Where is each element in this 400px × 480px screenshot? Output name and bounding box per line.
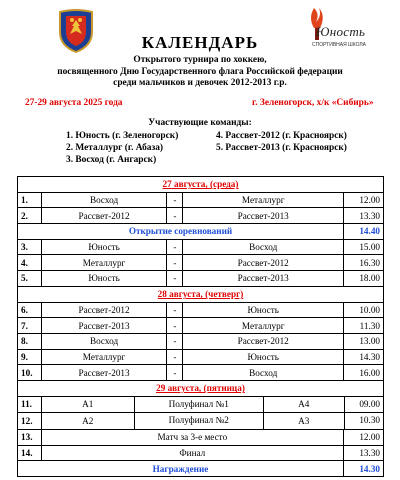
final-row [18,445,384,461]
match-time: 16.30 [344,255,384,271]
team-5: 5. Рассвет-2013 (г. Красноярск) [216,143,347,153]
match-number: 5. [18,271,42,287]
match-time: 14.30 [344,349,384,365]
event-venue: г. Зеленогорск, х/к «Сибирь» [252,98,374,108]
home-team: Юность [41,239,167,255]
semifinal-row [18,396,384,413]
match-row [18,318,384,334]
logo-brand-text: Юность [316,24,366,39]
match-number: 8. [18,333,42,349]
dash: - [167,208,183,224]
dash: - [167,349,183,365]
match-number: 4. [18,255,42,271]
dash: - [167,239,183,255]
away-team: Рассвет-2013 [183,271,344,287]
match-row [18,255,384,271]
award-label: Награждение [18,461,344,477]
match-time: 18.00 [344,271,384,287]
award-row [18,461,384,477]
day-1-label: 27 августа, (среда) [162,179,239,190]
third-place-row [18,430,384,446]
semifinal-row [18,413,384,430]
dash: - [167,302,183,318]
match-time: 10.30 [344,413,383,429]
dash: - [167,318,183,334]
match-time: 13.00 [344,333,384,349]
seed-away: А3 [298,416,310,427]
home-team: Металлург [41,255,167,271]
home-team: Юность [41,271,167,287]
match-row [18,349,384,365]
match-time: 10.00 [344,302,384,318]
away-team: Восход [183,239,344,255]
opening-label: Открытие соревнований [18,224,344,240]
away-team: Восход [183,365,344,381]
home-team: Рассвет-2012 [41,208,167,224]
match-row [18,192,384,208]
match-number: 3. [18,239,42,255]
match-number: 10. [18,365,42,381]
match-time: 12.00 [344,192,384,208]
away-team: Рассвет-2012 [183,255,344,271]
opening-row [18,224,384,240]
match-number: 9. [18,349,42,365]
match-row [18,333,384,349]
home-team: Восход [41,333,167,349]
away-team: Юность [183,349,344,365]
match-row [18,365,384,381]
match-time: 12.00 [344,430,384,446]
team-4: 4. Рассвет-2012 (г. Красноярск) [216,131,347,141]
away-team: Металлург [183,192,344,208]
match-number: 12. [18,413,42,430]
teams-heading: Участвующие команды: [148,118,252,128]
home-team: Металлург [41,349,167,365]
match-time: 11.30 [344,318,384,334]
home-team: Рассвет-2012 [41,302,167,318]
day-header-row [18,380,384,396]
seed-home: А1 [82,399,94,410]
match-time: 15.00 [344,239,384,255]
dash: - [167,365,183,381]
match-number: 2. [18,208,42,224]
page-title: КАЛЕНДАРЬ [141,33,259,52]
event-dates: 27-29 августа 2025 года [25,98,123,108]
away-team: Рассвет-2012 [183,333,344,349]
home-team: Рассвет-2013 [41,318,167,334]
dash: - [167,271,183,287]
match-row [18,239,384,255]
semifinal-label: Полуфинал №1 [134,397,264,413]
seed-home: А2 [82,416,94,427]
match-number: 14. [18,445,42,461]
subtitle-line-3: среди мальчиков и девочек 2012-2013 г.р. [113,78,287,88]
dash: - [167,255,183,271]
home-team: Восход [41,192,167,208]
team-3: 3. Восход (г. Ангарск) [66,155,157,165]
team-1: 1. Юность (г. Зеленогорск) [66,131,179,141]
match-number: 1. [18,192,42,208]
match-time: 16.00 [344,365,384,381]
match-row [18,271,384,287]
away-team: Металлург [183,318,344,334]
third-place-label: Матч за 3-е место [41,430,343,446]
opening-time: 14.40 [344,224,384,240]
dash: - [167,333,183,349]
logo-sub-text: СПОРТИВНАЯ ШКОЛА [312,42,367,48]
home-team: Рассвет-2013 [41,365,167,381]
match-time: 13.30 [344,208,384,224]
subtitle-line-1: Открытого турнира по хоккею, [133,55,267,65]
day-3-label: 29 августа, (пятница) [156,383,245,394]
subtitle-line-2: посвященного Дню Государственного флага Российской федерации [57,66,343,77]
match-number: 11. [18,396,42,413]
team-2: 2. Металлург (г. Абаза) [66,143,164,153]
seed-away: А4 [298,399,310,410]
away-team: Юность [183,302,344,318]
day-header-row [18,177,384,193]
match-number: 6. [18,302,42,318]
away-team: Рассвет-2013 [183,208,344,224]
final-label: Финал [41,445,343,461]
day-2-label: 28 августа, (четверг) [157,289,244,300]
match-row [18,208,384,224]
award-time: 14.30 [344,461,384,477]
match-time: 09.00 [344,397,383,413]
match-row [18,302,384,318]
match-number: 13. [18,430,42,446]
dash: - [167,192,183,208]
match-time: 13.30 [344,445,384,461]
schedule-table [17,176,384,477]
match-number: 7. [18,318,42,334]
semifinal-label: Полуфинал №2 [134,413,264,429]
day-header-row [18,286,384,302]
